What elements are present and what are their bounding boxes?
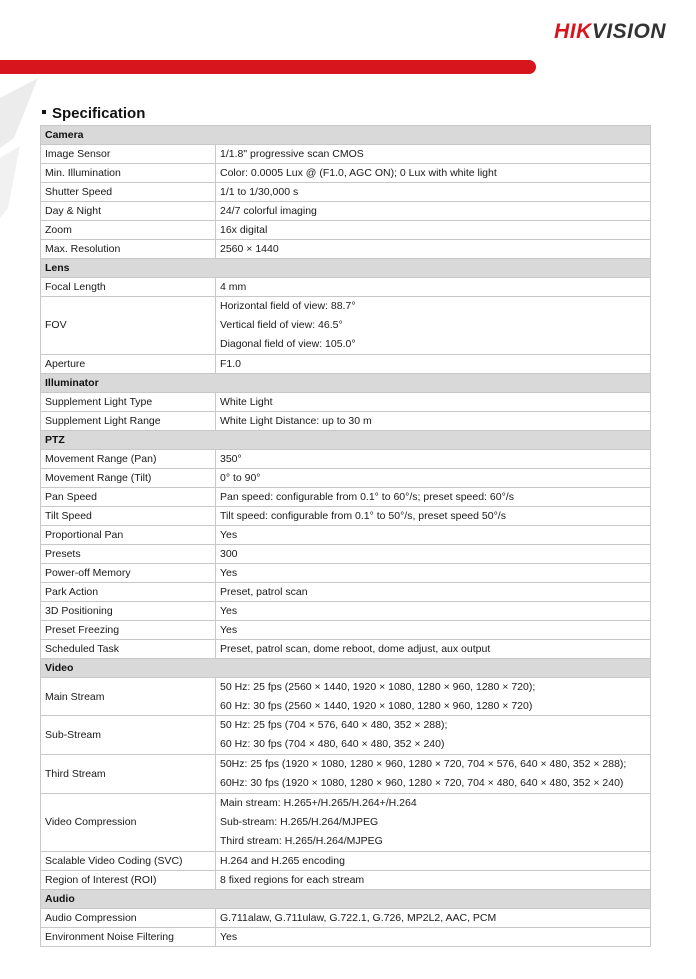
spec-value [216,851,651,870]
spec-value-line: 50 Hz: 25 fps (704 × 576, 640 × 480, 352 × 288); [220,719,448,732]
spec-value [216,449,651,468]
spec-label: Zoom [41,221,216,240]
spec-value [216,297,651,355]
spec-value-line: Pan speed: configurable from 0.1° to 60°/s; preset speed: 60°/s [220,490,514,503]
table-row [41,794,651,852]
spec-value [216,716,651,755]
bullet-icon [42,110,46,114]
spec-value-line: White Light [220,395,273,408]
table-row [41,677,651,716]
spec-value-line: Yes [220,604,238,617]
section-header: PTZ [41,430,651,449]
table-row [41,851,651,870]
spec-value [216,487,651,506]
spec-label: Scalable Video Coding (SVC) [41,851,216,870]
spec-value [216,145,651,164]
spec-value-line: 60 Hz: 30 fps (704 × 480, 640 × 480, 352 × 240) [220,738,445,751]
spec-label: Shutter Speed [41,183,216,202]
logo-part-1: HIK [554,20,592,43]
table-row [41,601,651,620]
spec-value-line: Diagonal field of view: 105.0° [220,337,356,350]
spec-value-line: White Light Distance: up to 30 m [220,414,372,427]
spec-label: Third Stream [41,755,216,794]
section-header-row [41,658,651,677]
spec-value-line: 50Hz: 25 fps (1920 × 1080, 1280 × 960, 1280 × 720, 704 × 576, 640 × 480, 352 × 288); [220,758,627,771]
spec-label: Max. Resolution [41,240,216,259]
spec-label: Audio Compression [41,908,216,927]
table-row [41,908,651,927]
spec-value [216,620,651,639]
spec-value-line: 60Hz: 30 fps (1920 × 1080, 1280 × 960, 1280 × 720, 704 × 480, 640 × 480, 352 × 240) [220,777,624,790]
spec-value-line: Yes [220,623,238,636]
specification-table [40,125,651,947]
spec-value [216,278,651,297]
spec-label: 3D Positioning [41,601,216,620]
table-row [41,582,651,601]
spec-value-line: 2560 × 1440 [220,243,279,255]
section-title [42,105,145,122]
table-row [41,145,651,164]
table-row [41,202,651,221]
table-row [41,354,651,373]
spec-value [216,908,651,927]
table-row [41,544,651,563]
spec-label: Supplement Light Range [41,411,216,430]
spec-value [216,582,651,601]
section-header-row [41,430,651,449]
spec-label: Power-off Memory [41,563,216,582]
spec-value [216,525,651,544]
spec-value [216,639,651,658]
table-row [41,240,651,259]
table-row [41,620,651,639]
spec-value-line: Tilt speed: configurable from 0.1° to 50°/s, preset speed 50°/s [220,509,506,522]
table-row [41,449,651,468]
table-row [41,392,651,411]
spec-label: Aperture [41,354,216,373]
spec-value-line: Preset, patrol scan, dome reboot, dome adjust, aux output [220,642,491,655]
spec-value-line: 0° to 90° [220,471,261,484]
spec-value-line: 16x digital [220,224,268,236]
spec-value [216,563,651,582]
section-header: Lens [41,259,651,278]
table-row [41,716,651,755]
spec-label: Region of Interest (ROI) [41,870,216,889]
spec-label: Min. Illumination [41,164,216,183]
spec-value-line: Preset, patrol scan [220,585,308,598]
spec-label: Day & Night [41,202,216,221]
spec-value [216,392,651,411]
spec-value [216,164,651,183]
spec-value-line: F1.0 [220,357,242,370]
spec-value-line: 1/1 to 1/30,000 s [220,186,299,198]
section-header-row [41,373,651,392]
spec-value-line: Vertical field of view: 46.5° [220,318,343,331]
hikvision-logo [554,20,666,44]
spec-value [216,411,651,430]
section-header-row [41,126,651,145]
table-row [41,506,651,525]
spec-value [216,468,651,487]
section-header-row [41,259,651,278]
spec-value-line: Horizontal field of view: 88.7° [220,300,356,312]
spec-label: Preset Freezing [41,620,216,639]
table-row [41,297,651,355]
spec-value [216,927,651,946]
spec-label: Focal Length [41,278,216,297]
spec-value [216,221,651,240]
spec-value [216,794,651,852]
spec-value-line: H.264 and H.265 encoding [220,854,345,867]
table-row [41,221,651,240]
section-header: Video [41,658,651,677]
spec-value [216,240,651,259]
table-row [41,183,651,202]
spec-value [216,755,651,794]
spec-value [216,354,651,373]
section-header: Camera [41,126,651,145]
spec-value-line: 60 Hz: 30 fps (2560 × 1440, 1920 × 1080, 1280 × 960, 1280 × 720) [220,699,533,712]
spec-label: FOV [41,297,216,355]
spec-value-line: G.711alaw, G.711ulaw, G.722.1, G.726, MP2L2, AAC, PCM [220,911,497,924]
spec-value-line: Main stream: H.265+/H.265/H.264+/H.264 [220,797,417,810]
table-row [41,563,651,582]
table-row [41,870,651,889]
spec-value-line: 8 fixed regions for each stream [220,873,365,886]
header-red-bar [0,60,536,74]
specification-table-body [41,126,651,947]
table-row [41,411,651,430]
spec-label: Image Sensor [41,145,216,164]
table-row [41,525,651,544]
table-row [41,755,651,794]
table-row [41,468,651,487]
spec-label: Park Action [41,582,216,601]
spec-value-line: Yes [220,566,238,579]
spec-value [216,183,651,202]
table-row [41,639,651,658]
section-header: Audio [41,889,651,908]
spec-value-line: Color: 0.0005 Lux @ (F1.0, AGC ON); 0 Lux with white light [220,167,497,179]
spec-value-line: 4 mm [220,281,247,293]
spec-value-line: Sub-stream: H.265/H.264/MJPEG [220,815,379,828]
table-row [41,164,651,183]
section-header-row [41,889,651,908]
spec-value-line: 1/1.8" progressive scan CMOS [220,148,364,160]
table-row [41,278,651,297]
spec-label: Scheduled Task [41,639,216,658]
spec-value-line: 300 [220,547,238,560]
spec-label: Tilt Speed [41,506,216,525]
spec-value-line: 50 Hz: 25 fps (2560 × 1440, 1920 × 1080, 1280 × 960, 1280 × 720); [220,680,536,693]
spec-value [216,870,651,889]
section-header: Illuminator [41,373,651,392]
spec-label: Main Stream [41,677,216,716]
spec-label: Video Compression [41,794,216,852]
spec-label: Proportional Pan [41,525,216,544]
spec-value-line: 24/7 colorful imaging [220,205,317,217]
spec-label: Environment Noise Filtering [41,927,216,946]
spec-value-line: Yes [220,528,238,541]
spec-label: Presets [41,544,216,563]
logo-part-2: VISION [591,20,666,43]
spec-value-line: Third stream: H.265/H.264/MJPEG [220,834,383,847]
spec-value [216,601,651,620]
section-title-text: Specification [52,105,146,122]
spec-label: Sub-Stream [41,716,216,755]
spec-value [216,202,651,221]
spec-label: Movement Range (Tilt) [41,468,216,487]
spec-value [216,677,651,716]
spec-value [216,544,651,563]
table-row [41,487,651,506]
spec-value [216,506,651,525]
spec-label: Movement Range (Pan) [41,449,216,468]
table-row [41,927,651,946]
spec-value-line: 350° [220,452,242,465]
spec-label: Pan Speed [41,487,216,506]
spec-value-line: Yes [220,930,238,943]
spec-label: Supplement Light Type [41,392,216,411]
